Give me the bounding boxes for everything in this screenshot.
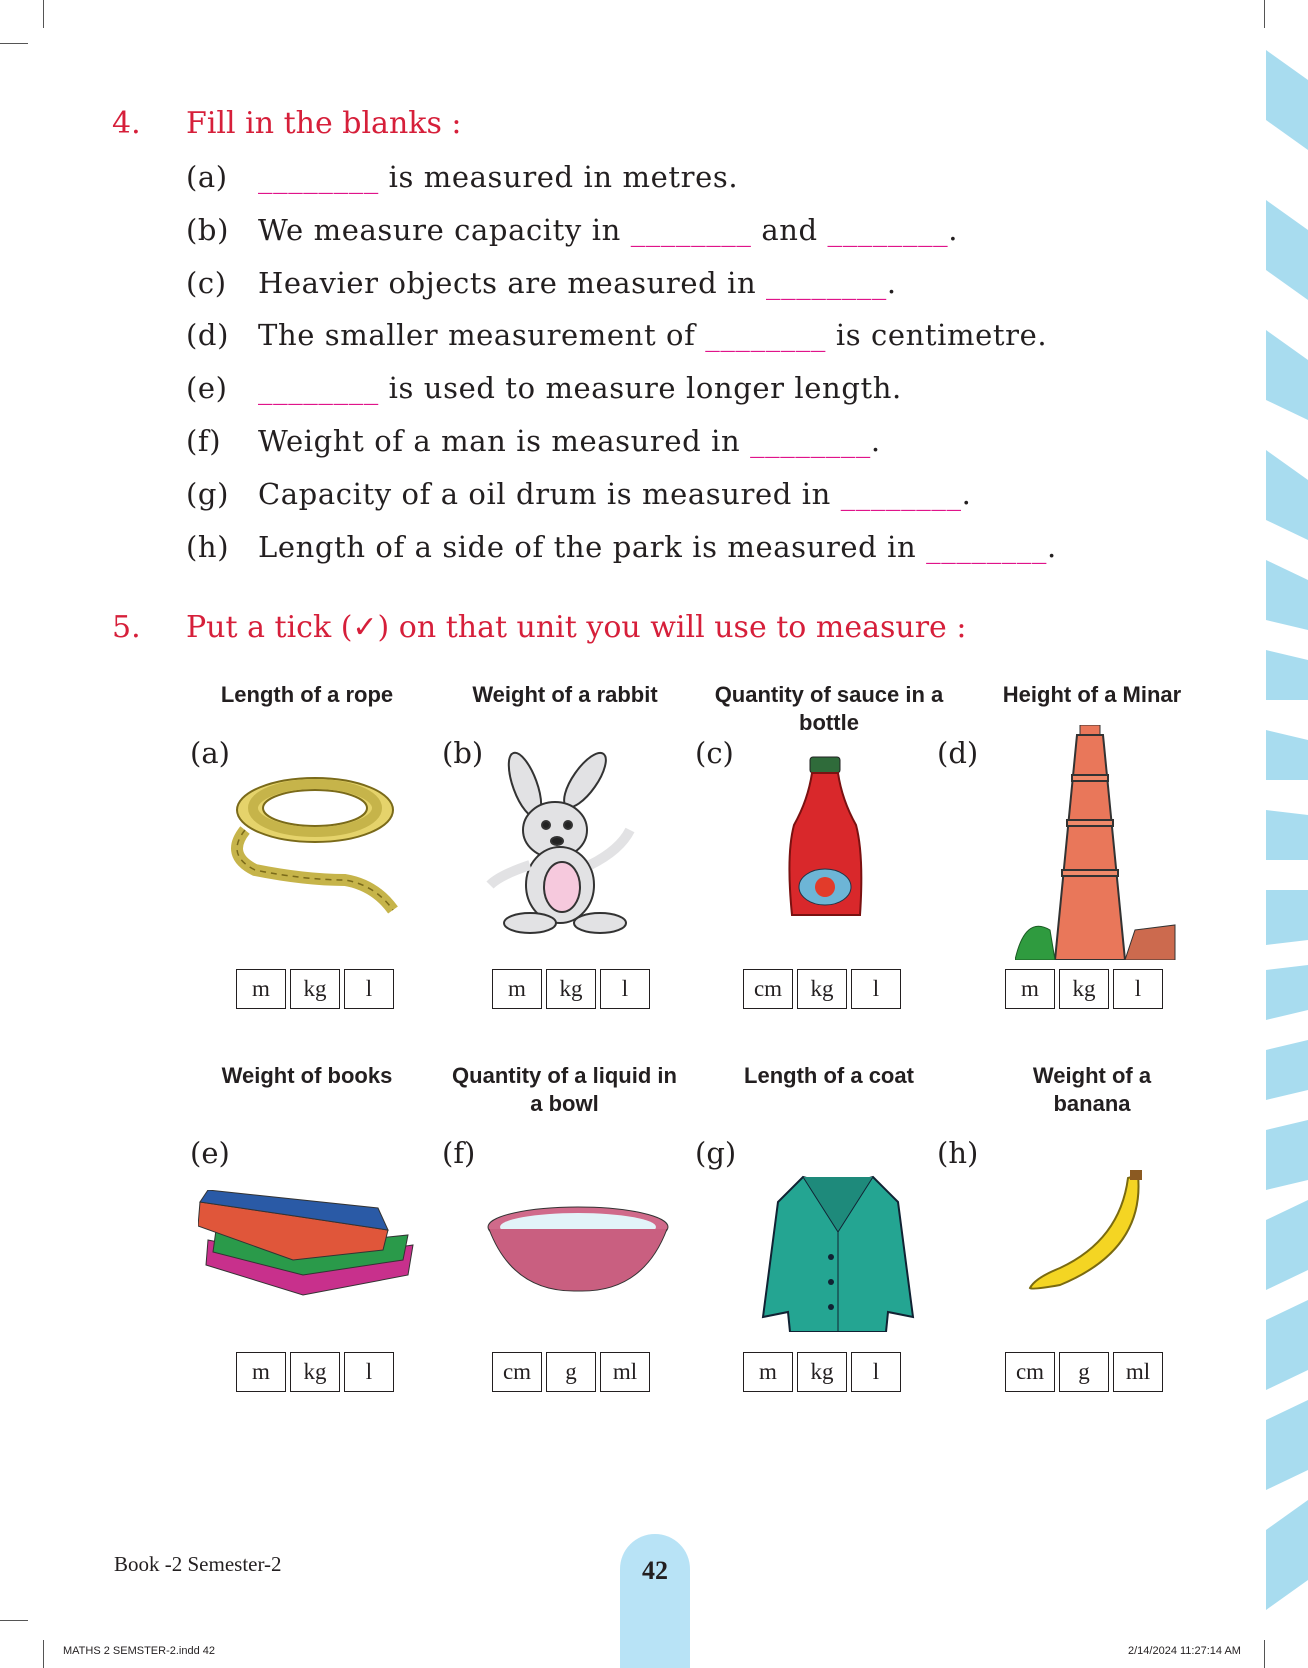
item-label-g: (g) <box>695 1136 737 1170</box>
books-illustration <box>198 1190 428 1305</box>
unit-option-box[interactable]: ml <box>600 1352 650 1392</box>
minar-illustration <box>1015 725 1180 960</box>
unit-option-box[interactable]: kg <box>1059 969 1109 1009</box>
fill-blank-item <box>186 318 1047 352</box>
page-number-tab <box>620 1534 690 1668</box>
unit-option-box[interactable]: g <box>546 1352 596 1392</box>
fill-blank-label: (f) <box>186 424 222 458</box>
fill-blank-item <box>186 477 971 511</box>
unit-options <box>492 969 650 1009</box>
fill-blank-text: . <box>886 266 897 300</box>
blank-line[interactable]: ________ <box>258 371 379 405</box>
unit-option-box[interactable]: cm <box>743 969 793 1009</box>
fill-blank-text: is measured in metres. <box>378 160 739 194</box>
unit-option-box[interactable]: m <box>492 969 542 1009</box>
unit-option-box[interactable]: l <box>600 969 650 1009</box>
unit-option-box[interactable]: kg <box>797 1352 847 1392</box>
unit-option-box[interactable]: m <box>236 969 286 1009</box>
blank-line[interactable]: ________ <box>827 213 949 247</box>
item-label-a: (a) <box>190 736 230 770</box>
unit-option-box[interactable]: m <box>743 1352 793 1392</box>
caption-rabbit: Weight of a rabbit <box>472 682 658 707</box>
blank-line[interactable]: ________ <box>840 477 962 511</box>
blank-line[interactable]: ________ <box>926 530 1047 564</box>
bowl-illustration <box>483 1205 673 1295</box>
blank-line[interactable]: ________ <box>258 160 379 194</box>
fill-blank-text: . <box>1046 530 1057 564</box>
unit-option-box[interactable]: g <box>1059 1352 1109 1392</box>
fill-blank-item <box>186 530 1057 564</box>
unit-option-box[interactable]: kg <box>546 969 596 1009</box>
fill-blank-label: (d) <box>186 318 229 352</box>
unit-options <box>236 969 394 1009</box>
caption-coat: Length of a coat <box>744 1063 914 1088</box>
unit-option-box[interactable]: l <box>1113 969 1163 1009</box>
unit-option-box[interactable]: ml <box>1113 1352 1163 1392</box>
unit-options <box>236 1352 394 1392</box>
unit-option-box[interactable]: kg <box>290 969 340 1009</box>
fill-blank-item <box>186 424 881 458</box>
blank-line[interactable]: ________ <box>705 318 827 352</box>
side-stripe-decoration <box>1266 0 1308 1668</box>
unit-option-box[interactable]: l <box>851 1352 901 1392</box>
blank-line[interactable]: ________ <box>766 266 887 300</box>
date-slug: 2/14/2024 11:27:14 AM <box>1128 1645 1241 1657</box>
caption-bowl: Quantity of a liquid in a bowl <box>452 1063 677 1116</box>
unit-option-box[interactable]: l <box>344 1352 394 1392</box>
blank-line[interactable]: ________ <box>630 213 752 247</box>
crop-mark <box>1264 1640 1265 1668</box>
sauce-bottle-illustration <box>780 755 870 925</box>
fill-blank-label: (g) <box>186 477 229 511</box>
fill-blank-text: Weight of a man is measured in <box>258 424 751 458</box>
fill-blank-text: . <box>961 477 972 511</box>
coat-illustration <box>758 1172 918 1332</box>
rope-illustration <box>215 760 405 920</box>
fill-blank-text: Capacity of a oil drum is measured in <box>258 477 841 511</box>
fill-blank-text: is centimetre. <box>826 318 1048 352</box>
item-label-h: (h) <box>937 1136 979 1170</box>
crop-mark <box>0 1620 28 1621</box>
crop-mark <box>1264 0 1265 28</box>
unit-option-box[interactable]: cm <box>1005 1352 1055 1392</box>
fill-blank-text: is used to measure longer length. <box>378 371 902 405</box>
fill-blank-text: Length of a side of the park is measured in <box>258 530 927 564</box>
unit-options <box>743 1352 901 1392</box>
crop-mark <box>43 0 44 28</box>
caption-banana: Weight of a banana <box>1032 1063 1152 1116</box>
unit-option-box[interactable]: m <box>1005 969 1055 1009</box>
caption-minar: Height of a Minar <box>1002 682 1182 707</box>
item-label-b: (b) <box>442 736 484 770</box>
item-label-c: (c) <box>695 736 734 770</box>
question-4-title: Fill in the blanks : <box>186 106 462 141</box>
unit-option-box[interactable]: cm <box>492 1352 542 1392</box>
rabbit-illustration <box>480 745 650 935</box>
item-label-e: (e) <box>190 1136 230 1170</box>
item-label-f: (f) <box>442 1136 476 1170</box>
page-number: 42 <box>642 1556 668 1585</box>
fill-blank-text: and <box>751 213 828 247</box>
crop-mark <box>43 1640 44 1668</box>
item-label-d: (d) <box>937 736 979 770</box>
unit-option-box[interactable]: l <box>851 969 901 1009</box>
fill-blank-text: . <box>948 213 959 247</box>
fill-blank-item <box>186 160 738 194</box>
fill-blank-label: (b) <box>186 213 229 247</box>
book-label: Book -2 Semester-2 <box>114 1552 282 1576</box>
caption-books: Weight of books <box>221 1063 393 1088</box>
caption-rope: Length of a rope <box>220 682 394 707</box>
question-5-title: Put a tick (✓) on that unit you will use to measure : <box>186 610 967 645</box>
unit-option-box[interactable]: kg <box>290 1352 340 1392</box>
fill-blank-label: (c) <box>186 266 227 300</box>
question-5-number: 5. <box>112 610 141 645</box>
fill-blank-text: Heavier objects are measured in <box>258 266 767 300</box>
caption-sauce: Quantity of sauce in a bottle <box>714 682 944 735</box>
fill-blank-text: . <box>870 424 881 458</box>
unit-options <box>1005 969 1163 1009</box>
fill-blank-label: (e) <box>186 371 228 405</box>
fill-blank-text: The smaller measurement of <box>258 318 706 352</box>
fill-blank-label: (h) <box>186 530 230 564</box>
unit-option-box[interactable]: m <box>236 1352 286 1392</box>
blank-line[interactable]: ________ <box>750 424 871 458</box>
unit-options <box>492 1352 650 1392</box>
unit-options <box>743 969 901 1009</box>
fill-blank-text: We measure capacity in <box>258 213 631 247</box>
fill-blank-label: (a) <box>186 160 228 194</box>
question-4-number: 4. <box>112 106 141 141</box>
unit-option-box[interactable]: l <box>344 969 394 1009</box>
unit-options <box>1005 1352 1163 1392</box>
fill-blank-item <box>186 266 897 300</box>
file-slug: MATHS 2 SEMSTER-2.indd 42 <box>63 1645 216 1657</box>
crop-mark <box>0 43 28 44</box>
unit-option-box[interactable]: kg <box>797 969 847 1009</box>
banana-illustration <box>1020 1170 1155 1300</box>
fill-blank-item <box>186 371 902 405</box>
fill-blank-item <box>186 213 958 247</box>
